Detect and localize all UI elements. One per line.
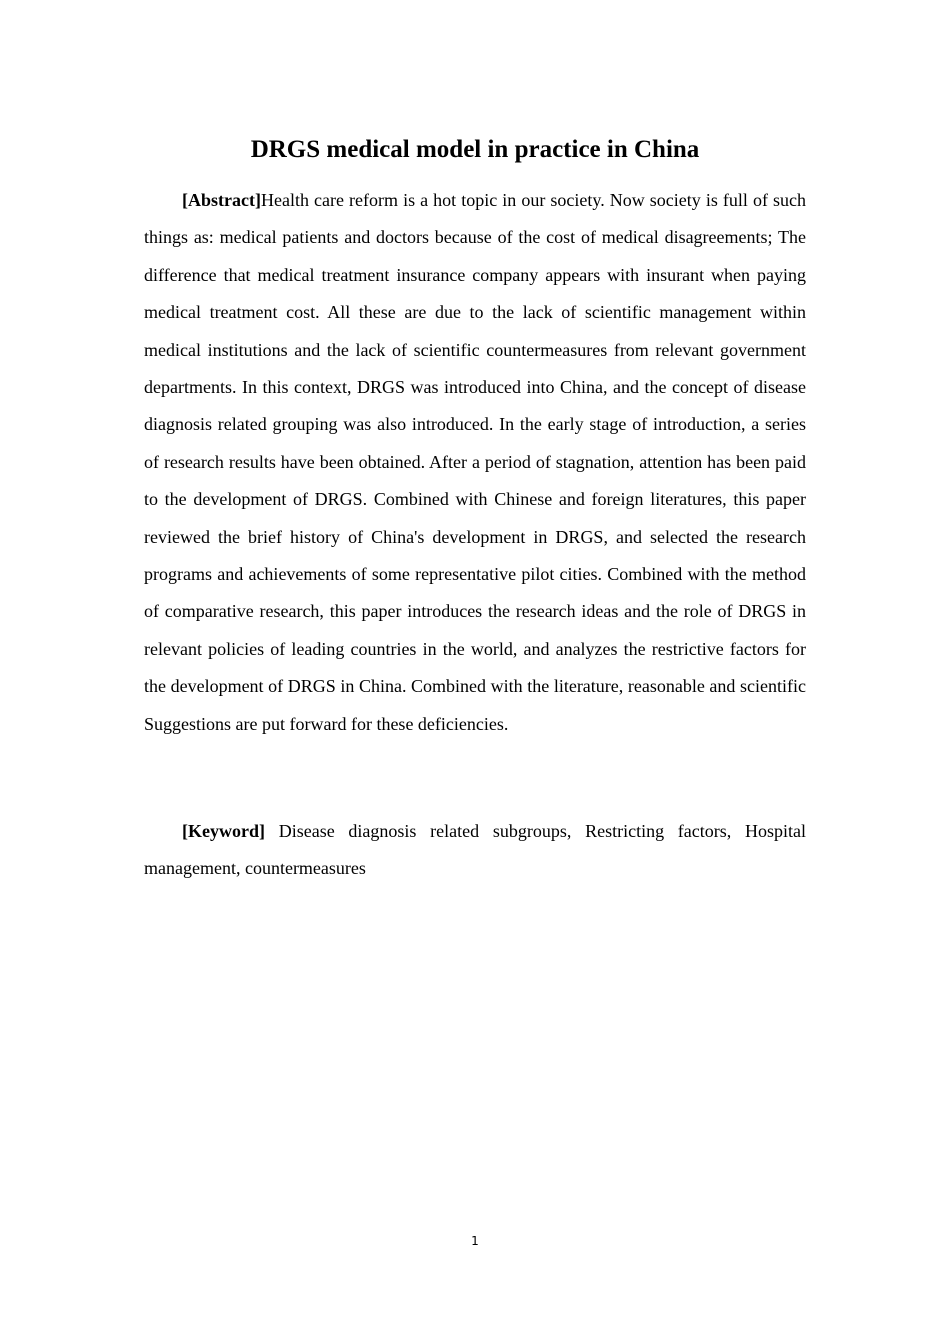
abstract-text: Health care reform is a hot topic in our society. Now society is full of such things as: medical patients and doctors because of the cost of medical disagreements; The difference that medical treatment insurance company appears with insurant when paying medical treatment cost. All these are due to the lack of scientific management within medical institutions and the lack of scientific countermeasures from relevant government departments. In this context, DRGS was introduced into China, and the concept of disease diagnosis related grouping was also introduced. In the early stage of introduction, a series of research results have been obtained. After a period of stagnation, attention has been paid to the development of DRGS. Combined with Chinese and foreign literatures, this paper reviewed the brief history of China's development in DRGS, and selected the research programs and achievements of some representative pilot cities. Combined with the method of comparative research, this paper introduces the research ideas and the role of DRGS in relevant policies of leading countries in the world, and analyzes the restrictive factors for the development of DRGS in China. Combined with the literature, reasonable and scientific Suggestions are put forward for these deficiencies. — [144, 190, 806, 734]
page-number: 1 — [471, 1234, 479, 1248]
abstract-paragraph — [144, 182, 806, 743]
paper-title: DRGS medical model in practice in China — [250, 136, 700, 163]
keywords-text: Disease diagnosis related subgroups, Restricting factors, Hospital management, countermeasures — [144, 821, 806, 879]
keywords-paragraph — [144, 813, 806, 888]
abstract-label: [Abstract] — [182, 190, 261, 210]
keywords-label: [Keyword] — [182, 821, 265, 841]
